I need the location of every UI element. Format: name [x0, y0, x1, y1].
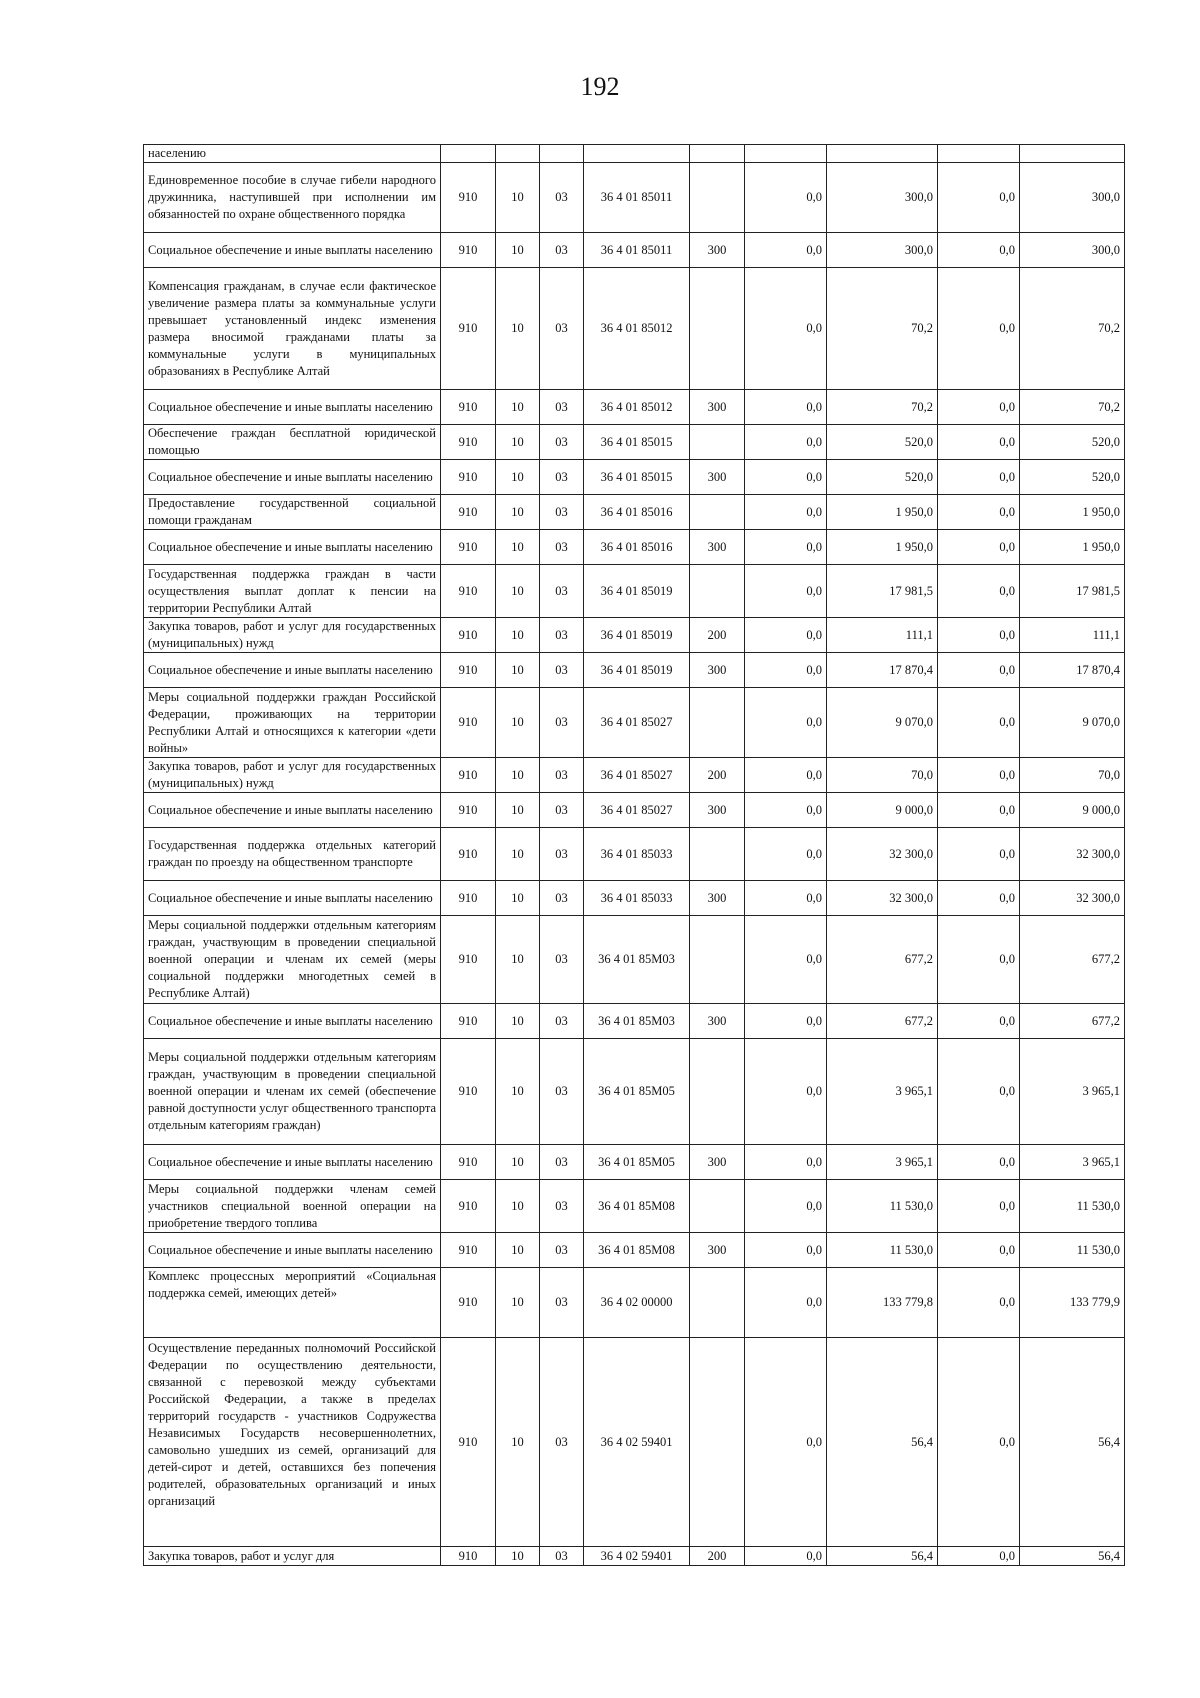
amount-col-4: 70,0	[1020, 758, 1125, 793]
row-description: Социальное обеспечение и иные выплаты населению	[144, 653, 441, 688]
row-description: Социальное обеспечение и иные выплаты населению	[144, 881, 441, 916]
row-description: Предоставление государственной социальной помощи гражданам	[144, 495, 441, 530]
section-code: 10	[496, 1004, 540, 1039]
expense-type	[690, 1180, 745, 1233]
section-code: 10	[496, 425, 540, 460]
expense-type	[690, 268, 745, 390]
table-row	[144, 425, 1125, 460]
table-row	[144, 460, 1125, 495]
amount-col-2: 3 965,1	[827, 1039, 938, 1145]
subsection-code: 03	[540, 1004, 584, 1039]
amount-col-1: 0,0	[745, 688, 827, 758]
admin-code: 910	[441, 1547, 496, 1566]
target-article: 36 4 01 85М05	[584, 1039, 690, 1145]
admin-code: 910	[441, 653, 496, 688]
amount-col-4: 11 530,0	[1020, 1180, 1125, 1233]
target-article: 36 4 01 85033	[584, 881, 690, 916]
section-code	[496, 145, 540, 163]
amount-col-2: 70,2	[827, 268, 938, 390]
subsection-code: 03	[540, 233, 584, 268]
row-description: Государственная поддержка граждан в части осуществления выплат доплат к пенсии на территории Республики Алтай	[144, 565, 441, 618]
amount-col-3: 0,0	[938, 390, 1020, 425]
row-description: Меры социальной поддержки отдельным категориям граждан, участвующим в проведении специальной военной операции и членам их семей (меры социальной поддержки многодетных семей в Республике Алтай)	[144, 916, 441, 1004]
amount-col-1: 0,0	[745, 618, 827, 653]
expense-type	[690, 145, 745, 163]
expense-type: 300	[690, 460, 745, 495]
subsection-code: 03	[540, 1039, 584, 1145]
admin-code: 910	[441, 1039, 496, 1145]
section-code: 10	[496, 1180, 540, 1233]
expense-type	[690, 1039, 745, 1145]
target-article: 36 4 01 85019	[584, 653, 690, 688]
amount-col-4: 32 300,0	[1020, 881, 1125, 916]
row-description: Закупка товаров, работ и услуг для	[144, 1547, 441, 1566]
admin-code: 910	[441, 233, 496, 268]
amount-col-3: 0,0	[938, 618, 1020, 653]
target-article: 36 4 01 85033	[584, 828, 690, 881]
table-row	[144, 1180, 1125, 1233]
amount-col-2: 70,0	[827, 758, 938, 793]
amount-col-2: 11 530,0	[827, 1233, 938, 1268]
amount-col-4: 3 965,1	[1020, 1145, 1125, 1180]
amount-col-1: 0,0	[745, 1039, 827, 1145]
amount-col-4: 70,2	[1020, 268, 1125, 390]
admin-code: 910	[441, 1338, 496, 1547]
row-description: Обеспечение граждан бесплатной юридической помощью	[144, 425, 441, 460]
row-description: Закупка товаров, работ и услуг для государственных (муниципальных) нужд	[144, 758, 441, 793]
page-number: 192	[580, 72, 620, 101]
subsection-code: 03	[540, 460, 584, 495]
amount-col-1: 0,0	[745, 163, 827, 233]
amount-col-3	[938, 145, 1020, 163]
section-code: 10	[496, 1039, 540, 1145]
expense-type	[690, 495, 745, 530]
amount-col-4: 1 950,0	[1020, 495, 1125, 530]
section-code: 10	[496, 460, 540, 495]
amount-col-4: 70,2	[1020, 390, 1125, 425]
table-row	[144, 618, 1125, 653]
amount-col-1: 0,0	[745, 1268, 827, 1338]
row-description: населению	[144, 145, 441, 163]
target-article: 36 4 01 85015	[584, 460, 690, 495]
amount-col-3: 0,0	[938, 460, 1020, 495]
amount-col-4: 677,2	[1020, 1004, 1125, 1039]
target-article: 36 4 01 85011	[584, 163, 690, 233]
expense-type: 300	[690, 793, 745, 828]
amount-col-3: 0,0	[938, 881, 1020, 916]
target-article: 36 4 01 85016	[584, 495, 690, 530]
section-code: 10	[496, 268, 540, 390]
target-article: 36 4 01 85М03	[584, 916, 690, 1004]
table-row	[144, 828, 1125, 881]
amount-col-2: 677,2	[827, 916, 938, 1004]
amount-col-1: 0,0	[745, 1180, 827, 1233]
amount-col-1: 0,0	[745, 495, 827, 530]
section-code: 10	[496, 530, 540, 565]
section-code: 10	[496, 881, 540, 916]
amount-col-1: 0,0	[745, 881, 827, 916]
admin-code: 910	[441, 1004, 496, 1039]
table-row	[144, 1039, 1125, 1145]
amount-col-2: 70,2	[827, 390, 938, 425]
amount-col-2: 32 300,0	[827, 881, 938, 916]
section-code: 10	[496, 1268, 540, 1338]
amount-col-1: 0,0	[745, 828, 827, 881]
amount-col-1: 0,0	[745, 653, 827, 688]
admin-code: 910	[441, 1233, 496, 1268]
target-article: 36 4 01 85016	[584, 530, 690, 565]
amount-col-4: 32 300,0	[1020, 828, 1125, 881]
target-article: 36 4 01 85027	[584, 758, 690, 793]
expense-type	[690, 565, 745, 618]
amount-col-3: 0,0	[938, 1233, 1020, 1268]
amount-col-4	[1020, 145, 1125, 163]
amount-col-2: 56,4	[827, 1338, 938, 1547]
subsection-code: 03	[540, 793, 584, 828]
admin-code: 910	[441, 1180, 496, 1233]
target-article: 36 4 01 85012	[584, 390, 690, 425]
amount-col-4: 677,2	[1020, 916, 1125, 1004]
amount-col-3: 0,0	[938, 495, 1020, 530]
table-row	[144, 1004, 1125, 1039]
amount-col-3: 0,0	[938, 1039, 1020, 1145]
row-description: Социальное обеспечение и иные выплаты населению	[144, 793, 441, 828]
row-description: Социальное обеспечение и иные выплаты населению	[144, 530, 441, 565]
section-code: 10	[496, 1233, 540, 1268]
amount-col-2: 1 950,0	[827, 495, 938, 530]
admin-code: 910	[441, 916, 496, 1004]
budget-table	[143, 144, 1125, 1566]
amount-col-4: 300,0	[1020, 233, 1125, 268]
target-article: 36 4 02 00000	[584, 1268, 690, 1338]
expense-type	[690, 828, 745, 881]
table-row	[144, 1233, 1125, 1268]
table-row	[144, 1268, 1125, 1338]
admin-code: 910	[441, 828, 496, 881]
section-code: 10	[496, 828, 540, 881]
subsection-code: 03	[540, 688, 584, 758]
amount-col-1: 0,0	[745, 1145, 827, 1180]
amount-col-1: 0,0	[745, 1338, 827, 1547]
amount-col-1: 0,0	[745, 268, 827, 390]
row-description: Социальное обеспечение и иные выплаты населению	[144, 460, 441, 495]
expense-type	[690, 425, 745, 460]
amount-col-3: 0,0	[938, 1004, 1020, 1039]
target-article: 36 4 01 85019	[584, 565, 690, 618]
admin-code: 910	[441, 618, 496, 653]
amount-col-1: 0,0	[745, 1233, 827, 1268]
amount-col-4: 3 965,1	[1020, 1039, 1125, 1145]
admin-code: 910	[441, 565, 496, 618]
expense-type	[690, 916, 745, 1004]
amount-col-4: 56,4	[1020, 1547, 1125, 1566]
table-row	[144, 530, 1125, 565]
expense-type: 300	[690, 1145, 745, 1180]
amount-col-1: 0,0	[745, 425, 827, 460]
section-code: 10	[496, 688, 540, 758]
amount-col-4: 9 000,0	[1020, 793, 1125, 828]
amount-col-2: 300,0	[827, 163, 938, 233]
row-description: Закупка товаров, работ и услуг для государственных (муниципальных) нужд	[144, 618, 441, 653]
target-article: 36 4 02 59401	[584, 1338, 690, 1547]
admin-code: 910	[441, 1268, 496, 1338]
subsection-code: 03	[540, 425, 584, 460]
amount-col-4: 56,4	[1020, 1338, 1125, 1547]
target-article: 36 4 01 85015	[584, 425, 690, 460]
section-code: 10	[496, 793, 540, 828]
expense-type: 300	[690, 390, 745, 425]
amount-col-1	[745, 145, 827, 163]
expense-type: 300	[690, 530, 745, 565]
amount-col-3: 0,0	[938, 758, 1020, 793]
row-description: Компенсация гражданам, в случае если фактическое увеличение размера платы за коммунальные услуги превышает установленный индекс изменения размера вносимой гражданами платы за коммунальные услуги в муниципальных образованиях в Республике Алтай	[144, 268, 441, 390]
table-body	[144, 145, 1125, 1566]
amount-col-2: 520,0	[827, 460, 938, 495]
amount-col-3: 0,0	[938, 425, 1020, 460]
subsection-code: 03	[540, 1547, 584, 1566]
subsection-code: 03	[540, 1338, 584, 1547]
amount-col-2: 1 950,0	[827, 530, 938, 565]
table-row	[144, 565, 1125, 618]
target-article: 36 4 01 85М08	[584, 1180, 690, 1233]
subsection-code: 03	[540, 828, 584, 881]
expense-type: 300	[690, 653, 745, 688]
amount-col-1: 0,0	[745, 233, 827, 268]
expense-type: 300	[690, 1004, 745, 1039]
amount-col-1: 0,0	[745, 565, 827, 618]
amount-col-3: 0,0	[938, 793, 1020, 828]
row-description: Меры социальной поддержки членам семей участников специальной военной операции на приобретение твердого топлива	[144, 1180, 441, 1233]
amount-col-3: 0,0	[938, 163, 1020, 233]
table-row	[144, 758, 1125, 793]
row-description: Государственная поддержка отдельных категорий граждан по проезду на общественном транспорте	[144, 828, 441, 881]
target-article	[584, 145, 690, 163]
table-row	[144, 688, 1125, 758]
subsection-code: 03	[540, 618, 584, 653]
amount-col-4: 11 530,0	[1020, 1233, 1125, 1268]
row-description: Меры социальной поддержки отдельным категориям граждан, участвующим в проведении специальной военной операции и членам их семей (обеспечение равной доступности услуг общественного транспорта отдельным категориям граждан)	[144, 1039, 441, 1145]
table-row	[144, 1145, 1125, 1180]
admin-code: 910	[441, 793, 496, 828]
row-description: Осуществление переданных полномочий Российской Федерации по осуществлению деятельности, связанной с перевозкой между субъектами Российской Федерации, а также в пределах территорий государств - участников Содружества Независимых Государств несовершеннолетних, самовольно ушедших из семей, организаций для детей-сирот и детей, оставшихся без попечения родителей, образовательных организаций и иных организаций	[144, 1338, 441, 1547]
amount-col-1: 0,0	[745, 1004, 827, 1039]
section-code: 10	[496, 618, 540, 653]
admin-code: 910	[441, 163, 496, 233]
amount-col-2: 9 070,0	[827, 688, 938, 758]
amount-col-2: 111,1	[827, 618, 938, 653]
expense-type: 200	[690, 618, 745, 653]
expense-type: 300	[690, 233, 745, 268]
amount-col-2: 17 870,4	[827, 653, 938, 688]
amount-col-3: 0,0	[938, 916, 1020, 1004]
target-article: 36 4 02 59401	[584, 1547, 690, 1566]
target-article: 36 4 01 85М03	[584, 1004, 690, 1039]
table-row	[144, 268, 1125, 390]
amount-col-2: 677,2	[827, 1004, 938, 1039]
section-code: 10	[496, 1145, 540, 1180]
section-code: 10	[496, 495, 540, 530]
amount-col-1: 0,0	[745, 758, 827, 793]
amount-col-1: 0,0	[745, 530, 827, 565]
amount-col-3: 0,0	[938, 1180, 1020, 1233]
expense-type: 200	[690, 1547, 745, 1566]
amount-col-3: 0,0	[938, 828, 1020, 881]
amount-col-2: 300,0	[827, 233, 938, 268]
amount-col-4: 520,0	[1020, 425, 1125, 460]
amount-col-1: 0,0	[745, 793, 827, 828]
amount-col-4: 9 070,0	[1020, 688, 1125, 758]
subsection-code: 03	[540, 653, 584, 688]
amount-col-2: 133 779,8	[827, 1268, 938, 1338]
amount-col-3: 0,0	[938, 1338, 1020, 1547]
expense-type	[690, 163, 745, 233]
target-article: 36 4 01 85М05	[584, 1145, 690, 1180]
row-description: Социальное обеспечение и иные выплаты населению	[144, 1004, 441, 1039]
section-code: 10	[496, 163, 540, 233]
amount-col-3: 0,0	[938, 530, 1020, 565]
target-article: 36 4 01 85019	[584, 618, 690, 653]
amount-col-3: 0,0	[938, 653, 1020, 688]
amount-col-4: 1 950,0	[1020, 530, 1125, 565]
section-code: 10	[496, 916, 540, 1004]
table-row	[144, 653, 1125, 688]
amount-col-3: 0,0	[938, 1547, 1020, 1566]
target-article: 36 4 01 85012	[584, 268, 690, 390]
admin-code: 910	[441, 1145, 496, 1180]
section-code: 10	[496, 233, 540, 268]
amount-col-2: 32 300,0	[827, 828, 938, 881]
subsection-code: 03	[540, 390, 584, 425]
admin-code: 910	[441, 268, 496, 390]
admin-code: 910	[441, 758, 496, 793]
admin-code: 910	[441, 688, 496, 758]
table-row	[144, 916, 1125, 1004]
admin-code: 910	[441, 495, 496, 530]
admin-code: 910	[441, 881, 496, 916]
subsection-code: 03	[540, 565, 584, 618]
amount-col-1: 0,0	[745, 916, 827, 1004]
row-description: Меры социальной поддержки граждан Российской Федерации, проживающих на территории Республики Алтай и относящихся к категории «дети войны»	[144, 688, 441, 758]
amount-col-4: 111,1	[1020, 618, 1125, 653]
amount-col-1: 0,0	[745, 390, 827, 425]
table-row	[144, 145, 1125, 163]
subsection-code: 03	[540, 916, 584, 1004]
admin-code	[441, 145, 496, 163]
expense-type: 300	[690, 1233, 745, 1268]
subsection-code: 03	[540, 1233, 584, 1268]
amount-col-2: 9 000,0	[827, 793, 938, 828]
amount-col-4: 17 870,4	[1020, 653, 1125, 688]
admin-code: 910	[441, 530, 496, 565]
section-code: 10	[496, 565, 540, 618]
target-article: 36 4 01 85027	[584, 793, 690, 828]
amount-col-3: 0,0	[938, 1145, 1020, 1180]
table-row	[144, 793, 1125, 828]
expense-type	[690, 1268, 745, 1338]
amount-col-4: 520,0	[1020, 460, 1125, 495]
row-description: Социальное обеспечение и иные выплаты населению	[144, 233, 441, 268]
amount-col-3: 0,0	[938, 1268, 1020, 1338]
row-description: Социальное обеспечение и иные выплаты населению	[144, 1233, 441, 1268]
section-code: 10	[496, 1547, 540, 1566]
amount-col-2: 17 981,5	[827, 565, 938, 618]
row-description: Единовременное пособие в случае гибели народного дружинника, наступившей при исполнении им обязанностей по охране общественного порядка	[144, 163, 441, 233]
row-description: Комплекс процессных мероприятий «Социальная поддержка семей, имеющих детей»	[144, 1268, 441, 1338]
expense-type	[690, 1338, 745, 1547]
subsection-code: 03	[540, 495, 584, 530]
subsection-code: 03	[540, 268, 584, 390]
table-row	[144, 1547, 1125, 1566]
subsection-code: 03	[540, 881, 584, 916]
table-row	[144, 495, 1125, 530]
section-code: 10	[496, 1338, 540, 1547]
amount-col-1: 0,0	[745, 460, 827, 495]
subsection-code: 03	[540, 1268, 584, 1338]
subsection-code: 03	[540, 163, 584, 233]
amount-col-3: 0,0	[938, 268, 1020, 390]
row-description: Социальное обеспечение и иные выплаты населению	[144, 390, 441, 425]
target-article: 36 4 01 85011	[584, 233, 690, 268]
expense-type: 300	[690, 881, 745, 916]
section-code: 10	[496, 758, 540, 793]
table-row	[144, 390, 1125, 425]
row-description: Социальное обеспечение и иные выплаты населению	[144, 1145, 441, 1180]
amount-col-3: 0,0	[938, 565, 1020, 618]
amount-col-2: 520,0	[827, 425, 938, 460]
target-article: 36 4 01 85027	[584, 688, 690, 758]
table-row	[144, 163, 1125, 233]
amount-col-4: 17 981,5	[1020, 565, 1125, 618]
amount-col-3: 0,0	[938, 688, 1020, 758]
amount-col-1: 0,0	[745, 1547, 827, 1566]
admin-code: 910	[441, 460, 496, 495]
amount-col-3: 0,0	[938, 233, 1020, 268]
table-row	[144, 881, 1125, 916]
expense-type: 200	[690, 758, 745, 793]
admin-code: 910	[441, 425, 496, 460]
table-row	[144, 233, 1125, 268]
subsection-code	[540, 145, 584, 163]
amount-col-2: 11 530,0	[827, 1180, 938, 1233]
expense-type	[690, 688, 745, 758]
subsection-code: 03	[540, 1180, 584, 1233]
amount-col-4: 133 779,9	[1020, 1268, 1125, 1338]
subsection-code: 03	[540, 1145, 584, 1180]
amount-col-4: 300,0	[1020, 163, 1125, 233]
subsection-code: 03	[540, 758, 584, 793]
section-code: 10	[496, 390, 540, 425]
section-code: 10	[496, 653, 540, 688]
amount-col-2: 3 965,1	[827, 1145, 938, 1180]
subsection-code: 03	[540, 530, 584, 565]
table-row	[144, 1338, 1125, 1547]
target-article: 36 4 01 85М08	[584, 1233, 690, 1268]
amount-col-2	[827, 145, 938, 163]
amount-col-2: 56,4	[827, 1547, 938, 1566]
admin-code: 910	[441, 390, 496, 425]
